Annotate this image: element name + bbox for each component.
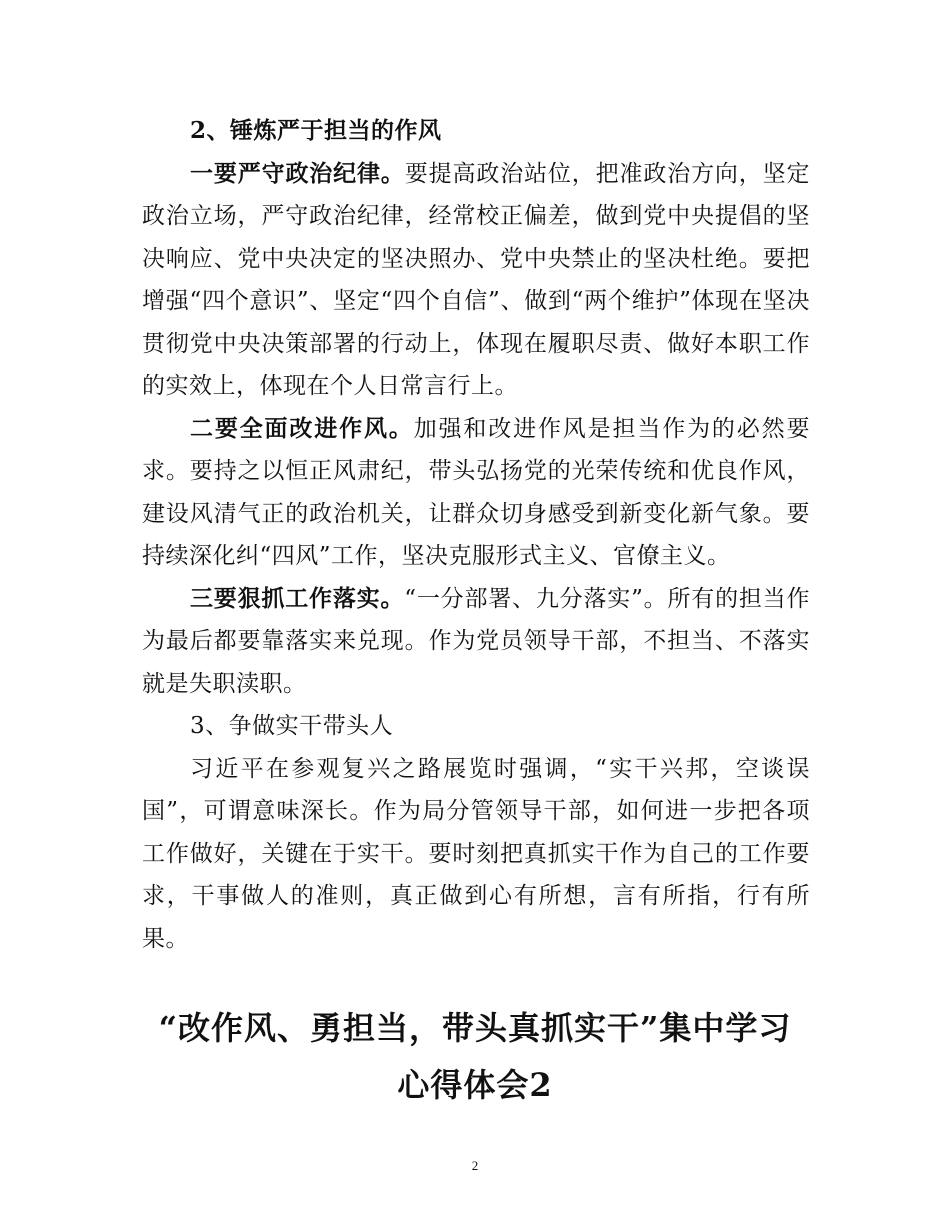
paragraph-implementation <box>142 578 810 706</box>
paragraph-improve-style <box>142 408 810 578</box>
paragraph-text: 习近平在参观复兴之路展览时强调，“实干兴邦，空谈误国”，可谓意味深长。作为局分管领导干部，如何进一步把各项工作做好，关键在于实干。要时刻把真抓实干作为自己的工作要求，干事做人的准则，真正做到心有所想，言有所指，行有所果。 <box>142 755 810 952</box>
paragraph-lead: 一要严守政治纪律。 <box>190 159 405 187</box>
paragraph-lead: 三要狠抓工作落实。 <box>190 584 405 612</box>
paragraph-lead: 二要全面改进作风。 <box>190 414 414 442</box>
title-line-2: 心得体会2 <box>397 1066 553 1104</box>
paragraph-hard-work <box>142 748 810 961</box>
section-heading-2 <box>142 110 810 153</box>
paragraph-political-discipline <box>142 153 810 408</box>
title-line-1: “改作风、勇担当，带头真抓实干”集中学习 <box>158 1009 792 1047</box>
section-heading-3-text: 3、争做实干带头人 <box>190 713 394 739</box>
document-body <box>142 110 810 960</box>
paragraph-text: “一分部署、九分落实”。所有的担当作为最后都要靠落实来兑现。作为党员领导干部，不担当、不落实就是失职渎职。 <box>142 585 810 697</box>
paragraph-text: 加强和改进作风是担当作为的必然要求。要持之以恒正风肃纪，带头弘扬党的光荣传统和优良作风，建设风清气正的政治机关，让群众切身感受到新变化新气象。要持续深化纠“四风”工作，坚决克服形式主义、官僚主义。 <box>142 415 811 569</box>
paragraph-text: 要提高政治站位，把准政治方向，坚定政治立场，严守政治纪律，经常校正偏差，做到党中央提倡的坚决响应、党中央决定的坚决照办、党中央禁止的坚决杜绝。要把增强“四个意识”、坚定“四个自信”、做到“两个维护”体现在坚决贯彻党中央决策部署的行动上，体现在履职尽责、做好本职工作的实效上，体现在个人日常言行上。 <box>142 160 811 399</box>
next-document-title <box>100 1000 850 1114</box>
section-heading-3 <box>142 705 810 748</box>
page-number: 2 <box>471 1158 479 1173</box>
section-heading-2-text: 2、锤炼严于担当的作风 <box>190 117 442 144</box>
